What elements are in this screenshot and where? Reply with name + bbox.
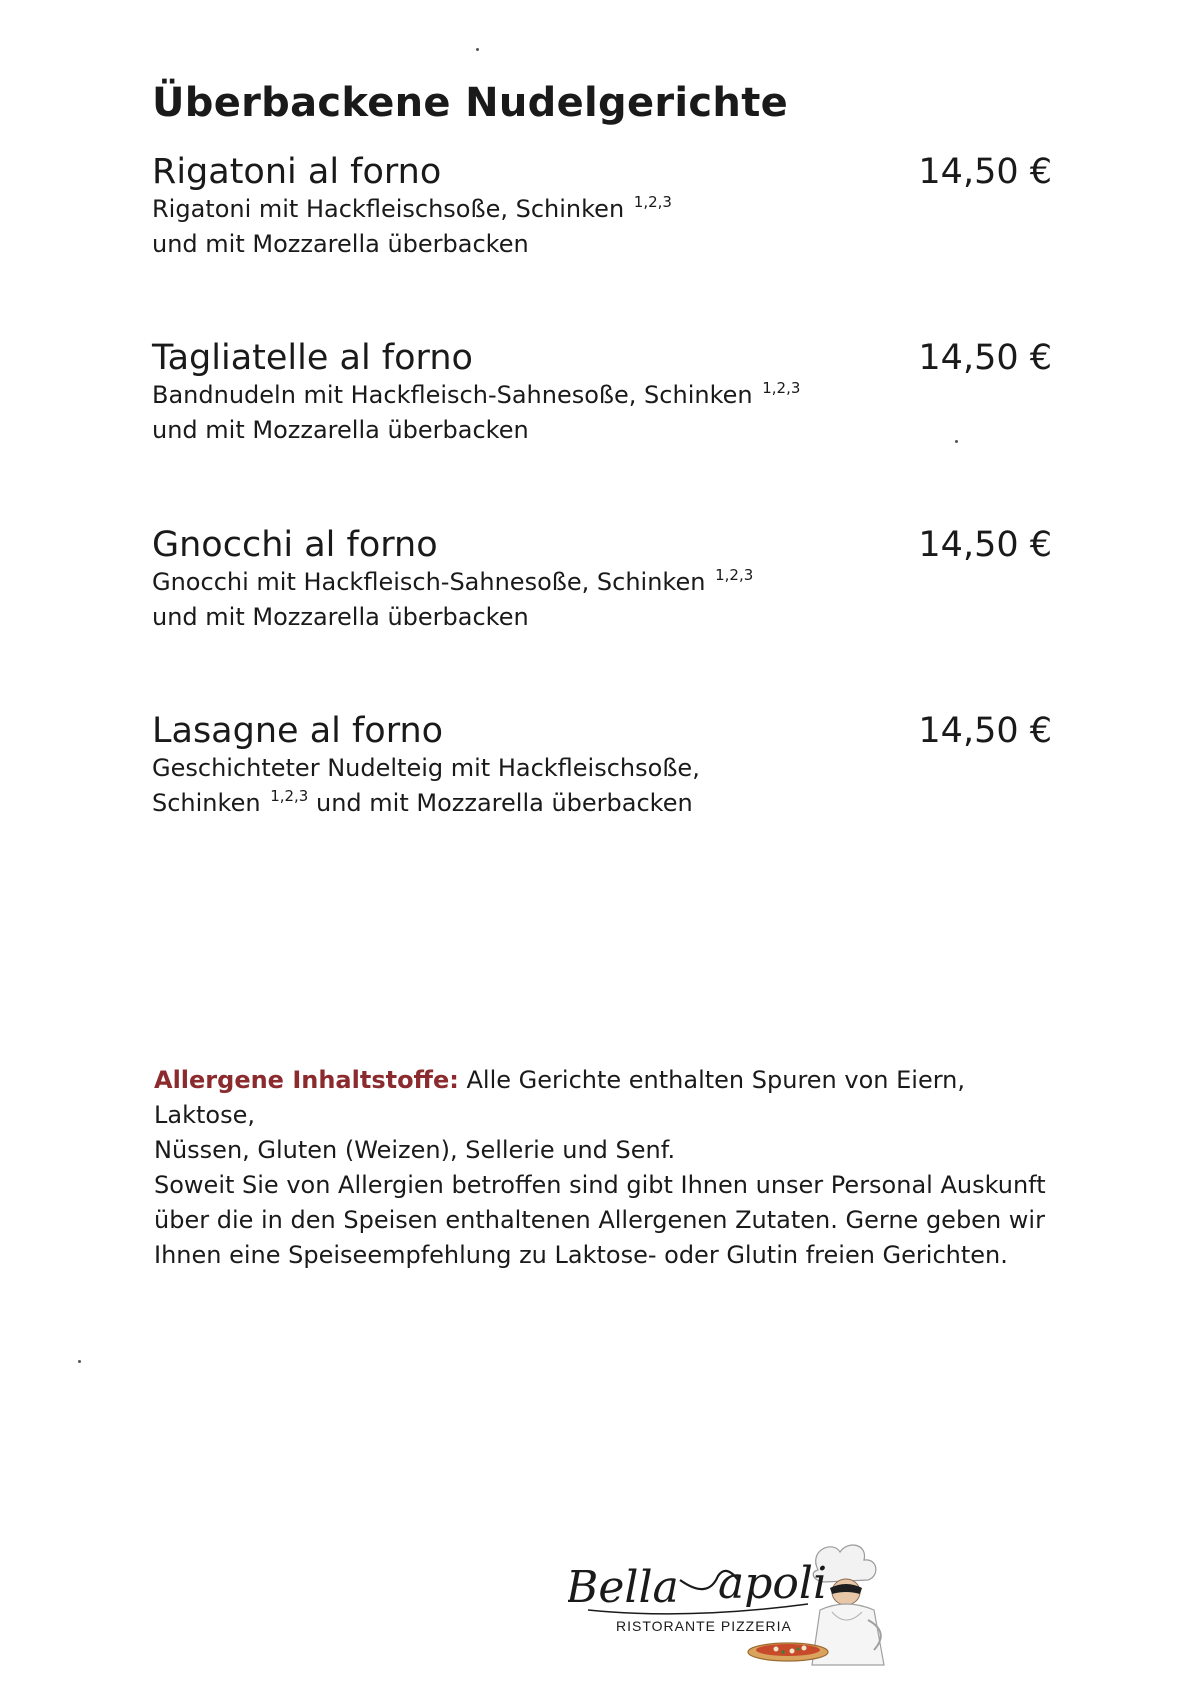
item-name: Rigatoni al forno [152, 152, 442, 192]
description-text: und mit Mozzarella überbacken [316, 789, 693, 817]
scan-speck [78, 1360, 81, 1363]
description-line: Geschichteter Nudelteig mit Hackfleischsoße, [152, 754, 700, 782]
allergen-note: 1,2,3 [715, 566, 754, 584]
description-line: und mit Mozzarella überbacken [152, 603, 529, 631]
allergy-text: Alle Gerichte enthalten Spuren von Eiern, Laktose, [154, 1066, 965, 1129]
menu-item-lasagne [152, 711, 1052, 821]
description-text: Gnocchi mit Hackfleisch-Sahnesoße, Schinken [152, 568, 706, 596]
description-line: und mit Mozzarella überbacken [152, 416, 529, 444]
description-text: Rigatoni mit Hackfleischsoße, Schinken [152, 195, 625, 223]
item-name: Gnocchi al forno [152, 525, 438, 565]
allergen-note: 1,2,3 [633, 193, 672, 211]
allergy-text: Soweit Sie von Allergien betroffen sind gibt Ihnen unser Personal Auskunft [154, 1171, 1046, 1199]
description-text: Bandnudeln mit Hackfleisch-Sahnesoße, Schinken [152, 381, 753, 409]
allergy-text: Nüssen, Gluten (Weizen), Sellerie und Senf. [154, 1136, 676, 1164]
description-line [152, 565, 1052, 600]
allergen-note: 1,2,3 [270, 787, 309, 805]
svg-text:Bella: Bella [568, 1562, 679, 1613]
description-line [152, 378, 1052, 413]
page-title: Überbackene Nudelgerichte [152, 80, 789, 126]
item-name: Tagliatelle al forno [152, 338, 473, 378]
menu-item-tagliatelle [152, 338, 1052, 448]
svg-text:apoli: apoli [718, 1558, 828, 1609]
allergy-label: Allergene Inhaltstoffe: [154, 1066, 459, 1094]
scan-speck [955, 440, 958, 443]
allergy-text: über die in den Speisen enthaltenen Allergenen Zutaten. Gerne geben wir [154, 1206, 1045, 1234]
allergy-notice [154, 1063, 1054, 1273]
item-description [152, 565, 1052, 635]
menu-item-rigatoni [152, 152, 1052, 262]
allergen-note: 1,2,3 [762, 379, 801, 397]
logo-graphic [568, 1540, 928, 1680]
scan-speck [476, 48, 479, 51]
item-name: Lasagne al forno [152, 711, 444, 751]
logo-wordmark [568, 1558, 827, 1614]
description-line [152, 192, 1052, 227]
description-line: und mit Mozzarella überbacken [152, 230, 529, 258]
item-price: 14,50 € [918, 152, 1052, 192]
item-description [152, 751, 1052, 821]
description-line [152, 786, 1052, 821]
logo-subtitle: RISTORANTE PIZZERIA [616, 1618, 792, 1634]
item-price: 14,50 € [918, 711, 1052, 751]
description-text: Schinken [152, 789, 261, 817]
item-description [152, 378, 1052, 448]
menu-item-gnocchi [152, 525, 1052, 635]
restaurant-logo [568, 1540, 928, 1680]
allergy-text: Ihnen eine Speiseempfehlung zu Laktose- oder Glutin freien Gerichten. [154, 1241, 1008, 1269]
item-description [152, 192, 1052, 262]
item-price: 14,50 € [918, 525, 1052, 565]
item-price: 14,50 € [918, 338, 1052, 378]
